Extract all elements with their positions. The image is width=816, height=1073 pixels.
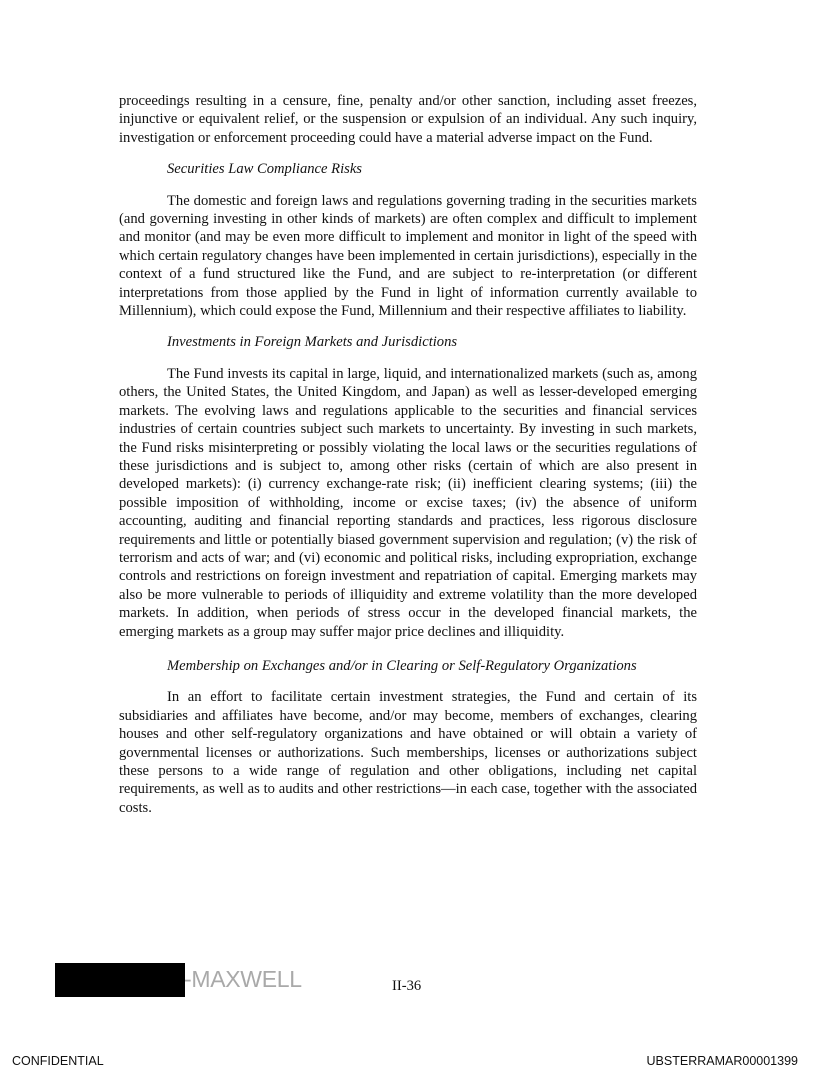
page-number: II-36 <box>392 978 422 994</box>
section-paragraph: The domestic and foreign laws and regulations governing trading in the securities markets (and governing investing in other kinds of markets) are often complex and difficult to implement and monitor (and may be even more difficult to implement and monitor in light of the speed with which certain regulatory changes have been implemented in certain jurisdictions), especially in the context of a fund structured like the Fund, and are subject to re-interpretation (or different interpretations from those applied by the Fund in light of information currently available to Millennium), which could expose the Fund, Millennium and their respective affiliates to liability. <box>119 192 697 320</box>
section-paragraph: In an effort to facilitate certain investment strategies, the Fund and certain of its subsidiaries and affiliates have become, and/or may become, members of exchanges, clearing houses and other self-regulatory organizations and have obtained or will obtain a variety of governmental licenses or authorizations. Such memberships, licenses or authorizations subject these persons to a wide range of regulation and other obligations, including net capital requirements, as well as to audits and other restrictions—in each case, together with the associated costs. <box>119 689 697 816</box>
section-paragraph: The Fund invests its capital in large, liquid, and internationalized markets (such as, among others, the United States, the United Kingdom, and Japan) as well as lesser-developed emerging markets. The evolving laws and regulations applicable to the securities and financial services industries of certain countries subject such markets to uncertainty. By investing in such markets, the Fund risks misinterpreting or possibly violating the local laws or the securities regulations of these jurisdictions and is subject to, among other risks (certain of which are also present in developed markets): (i) currency exchange-rate risk; (ii) inefficient clearing systems; (iii) the possible imposition of withholding, income or excise taxes; (iv) the absence of uniform accounting, auditing and financial reporting standards and practices, less rigorous disclosure requirements and little or potentially biased government supervision and regulation; (v) the risk of terrorism and acts of war; and (vi) economic and political risks, including expropriation, exchange controls and restrictions on foreign investment and repatriation of capital. Emerging markets may also be more vulnerable to periods of illiquidity and extreme volatility than the more developed markets. In addition, when periods of stress occur in the developed financial markets, the emerging markets as a group may suffer major price declines and illiquidity. <box>119 365 697 640</box>
redaction-box <box>55 963 185 997</box>
bates-number: UBSTERRAMAR00001399 <box>646 1054 798 1068</box>
section-heading: Securities Law Compliance Risks <box>167 161 362 178</box>
document-body <box>119 92 697 817</box>
section-heading: Investments in Foreign Markets and Jurisdictions <box>167 334 458 351</box>
confidential-label: CONFIDENTIAL <box>12 1054 104 1068</box>
continued-paragraph: proceedings resulting in a censure, fine, penalty and/or other sanction, including asset freezes, injunctive or equivalent relief, or the suspension or expulsion of an individual. Any such inquiry, investigation or enforcement proceeding could have a material adverse impact on the Fund. <box>119 93 697 146</box>
bates-stamp: -MAXWELL <box>184 966 302 992</box>
section-heading: Membership on Exchanges and/or in Clearing or Self-Regulatory Organizations <box>167 657 637 674</box>
